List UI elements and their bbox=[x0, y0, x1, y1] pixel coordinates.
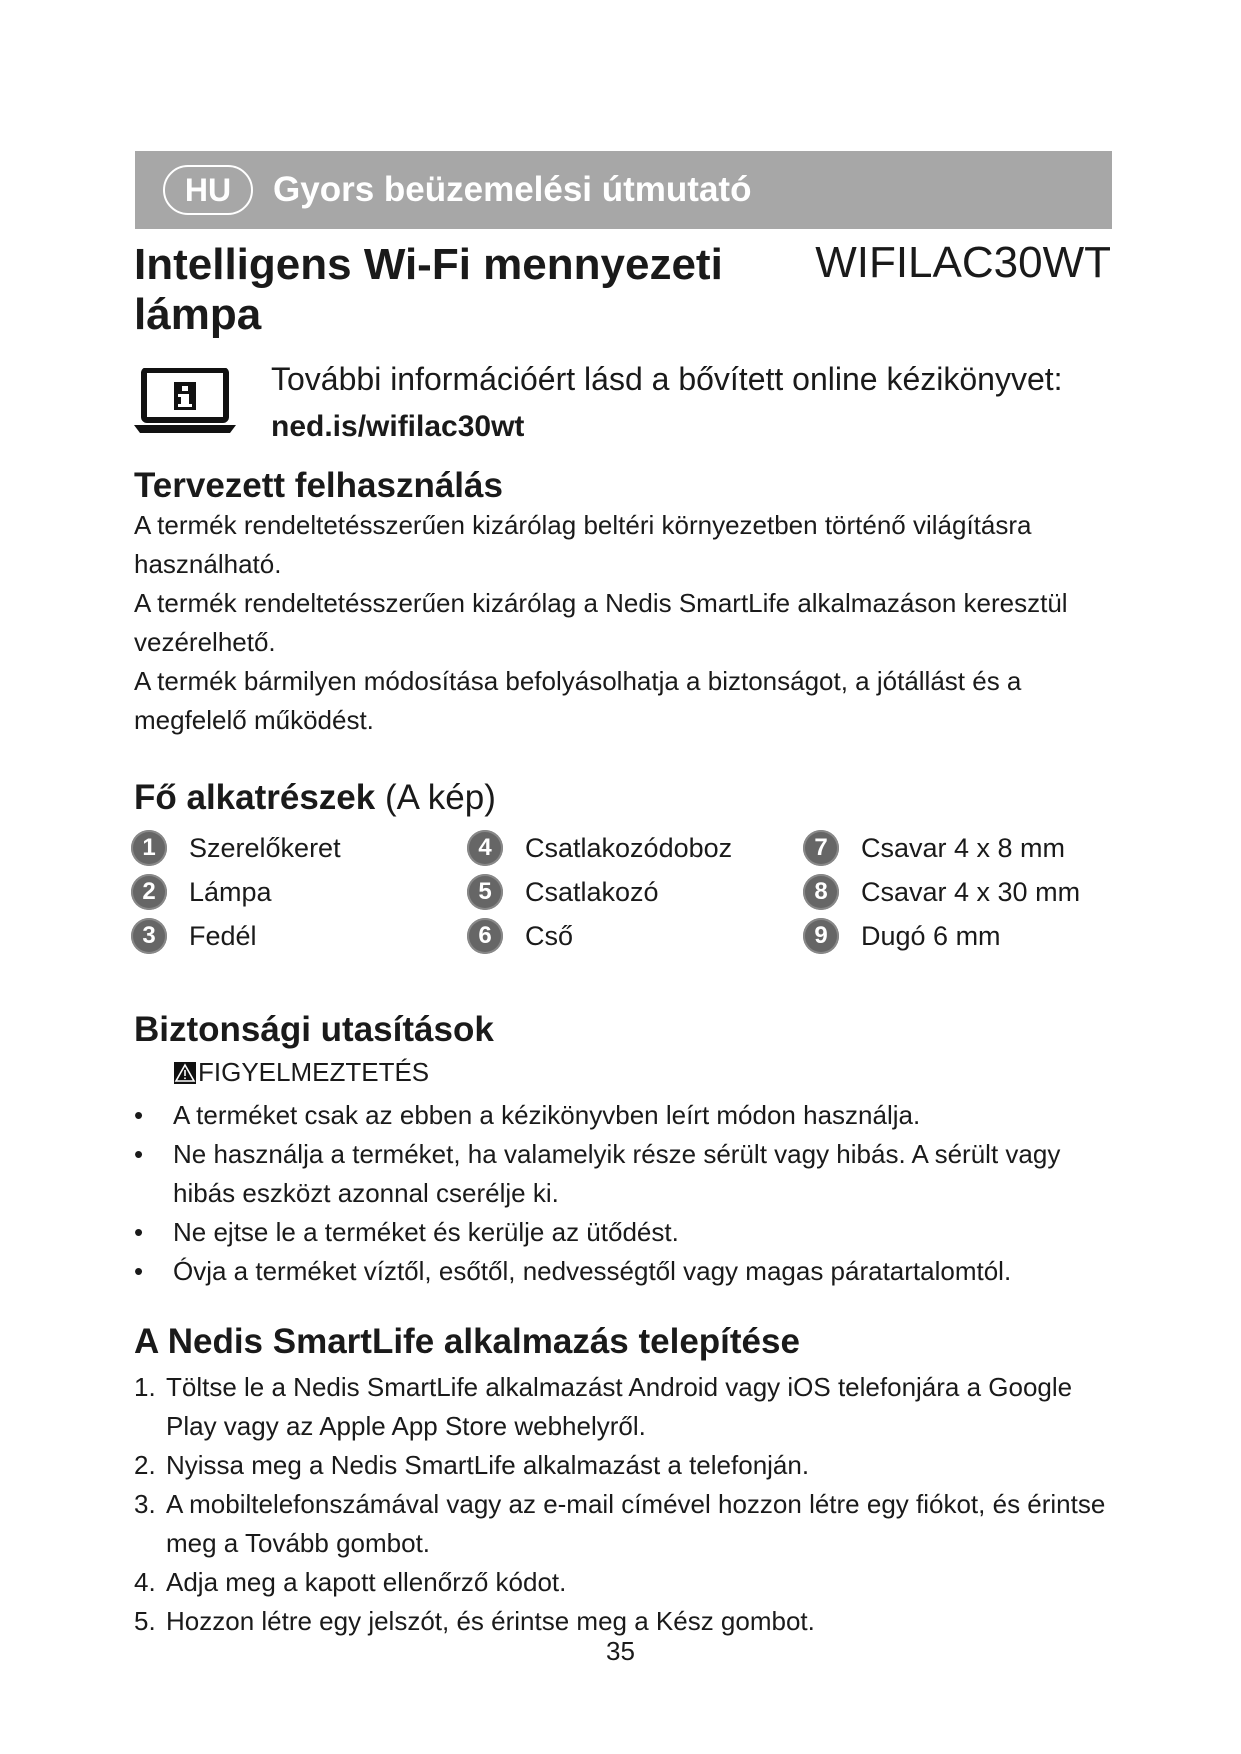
part-label: Szerelőkeret bbox=[189, 832, 341, 863]
list-item bbox=[134, 1485, 1124, 1563]
step-text: A mobiltelefonszámával vagy az e-mail címével hozzon létre egy fiókot, és érintse meg a Tovább gombot. bbox=[166, 1489, 1106, 1558]
warning-label bbox=[174, 1057, 429, 1088]
part-label: Csatlakozódoboz bbox=[525, 832, 733, 863]
step-text: Töltse le a Nedis SmartLife alkalmazást Android vagy iOS telefonjára a Google Play vagy az Apple App Store webhelyről. bbox=[166, 1372, 1073, 1441]
step-text: Hozzon létre egy jelszót, és érintse meg a Kész gombot. bbox=[166, 1606, 815, 1636]
list-item bbox=[134, 1252, 1124, 1291]
step-text: Nyissa meg a Nedis SmartLife alkalmazást a telefonján. bbox=[166, 1450, 810, 1480]
part-number-badge: 2 bbox=[131, 874, 167, 910]
part-number-badge: 5 bbox=[467, 874, 503, 910]
part-number-badge: 8 bbox=[803, 874, 839, 910]
part-item bbox=[803, 874, 1080, 910]
header-banner bbox=[135, 151, 1112, 229]
part-item bbox=[131, 874, 272, 910]
part-item bbox=[467, 874, 659, 910]
part-number-badge: 7 bbox=[803, 830, 839, 866]
page-number: 35 bbox=[606, 1636, 635, 1666]
part-number-badge: 1 bbox=[131, 830, 167, 866]
part-label: Cső bbox=[525, 920, 574, 951]
intended-use-paragraph-2: A termék rendeltetésszerűen kizárólag a Nedis SmartLife alkalmazáson keresztül vezérelhető. bbox=[134, 588, 1068, 657]
part-label: Csatlakozó bbox=[525, 876, 659, 907]
part-item bbox=[803, 918, 1001, 954]
part-label: Csavar 4 x 30 mm bbox=[861, 876, 1081, 907]
warning-text: FIGYELMEZTETÉS bbox=[198, 1057, 430, 1087]
safety-heading: Biztonsági utasítások bbox=[134, 1010, 494, 1049]
list-item bbox=[134, 1213, 1124, 1252]
list-item bbox=[134, 1563, 1124, 1602]
step-number: 1. bbox=[134, 1372, 156, 1402]
part-item bbox=[803, 830, 1065, 866]
bullet-text: • Ne használja a terméket, ha valamelyik része sérült vagy hibás. A sérült vagy hibás eszközt azonnal cserélje ki. bbox=[173, 1139, 1061, 1208]
safety-bullet-list bbox=[134, 1096, 1124, 1291]
bullet-text: • Ne ejtse le a terméket és kerülje az ütődést. bbox=[173, 1217, 679, 1247]
list-item bbox=[134, 1135, 1124, 1213]
part-item bbox=[467, 918, 573, 954]
step-number: 2. bbox=[134, 1450, 156, 1480]
model-number: WIFILAC30WT bbox=[815, 238, 1111, 287]
product-title: Intelligens Wi-Fi mennyezeti lámpa bbox=[134, 240, 723, 339]
laptop-info-icon bbox=[134, 368, 236, 434]
step-number: 5. bbox=[134, 1606, 156, 1636]
part-label: Csavar 4 x 8 mm bbox=[861, 832, 1066, 863]
part-number-badge: 9 bbox=[803, 918, 839, 954]
language-badge: HU bbox=[163, 165, 253, 215]
part-number-badge: 3 bbox=[131, 918, 167, 954]
list-item bbox=[134, 1446, 1124, 1485]
install-steps-list bbox=[134, 1368, 1124, 1641]
part-label: Fedél bbox=[189, 920, 257, 951]
manual-link[interactable]: ned.is/wifilac30wt bbox=[271, 410, 525, 443]
intended-use-paragraph-1: A termék rendeltetésszerűen kizárólag beltéri környezetben történő világításra használható. bbox=[134, 510, 1032, 579]
parts-heading-bold: Fő alkatrészek bbox=[134, 778, 376, 817]
list-item bbox=[134, 1096, 1124, 1135]
install-heading: A Nedis SmartLife alkalmazás telepítése bbox=[134, 1322, 800, 1361]
intended-use-paragraph-3: A termék bármilyen módosítása befolyásolhatja a biztonságot, a jótállást és a megfelelő működést. bbox=[134, 666, 1022, 735]
part-number-badge: 6 bbox=[467, 918, 503, 954]
parts-heading bbox=[134, 778, 496, 818]
parts-heading-ref: (A kép) bbox=[375, 778, 496, 817]
info-text: További információért lásd a bővített online kézikönyvet: bbox=[271, 361, 1063, 397]
list-item bbox=[134, 1368, 1124, 1446]
step-text: Adja meg a kapott ellenőrző kódot. bbox=[166, 1567, 567, 1597]
warning-triangle-icon bbox=[174, 1062, 196, 1084]
bullet-text: • Óvja a terméket víztől, esőtől, nedvességtől vagy magas páratartalomtól. bbox=[173, 1256, 1012, 1286]
part-number-badge: 4 bbox=[467, 830, 503, 866]
banner-title: Gyors beüzemelési útmutató bbox=[273, 170, 752, 209]
intended-use-heading: Tervezett felhasználás bbox=[134, 466, 503, 505]
part-item bbox=[131, 918, 257, 954]
part-label: Dugó 6 mm bbox=[861, 920, 1001, 951]
part-item bbox=[467, 830, 732, 866]
step-number: 3. bbox=[134, 1489, 156, 1519]
bullet-text: • A terméket csak az ebben a kézikönyvben leírt módon használja. bbox=[173, 1100, 921, 1130]
part-label: Lámpa bbox=[189, 876, 272, 907]
part-item bbox=[131, 830, 341, 866]
step-number: 4. bbox=[134, 1567, 156, 1597]
